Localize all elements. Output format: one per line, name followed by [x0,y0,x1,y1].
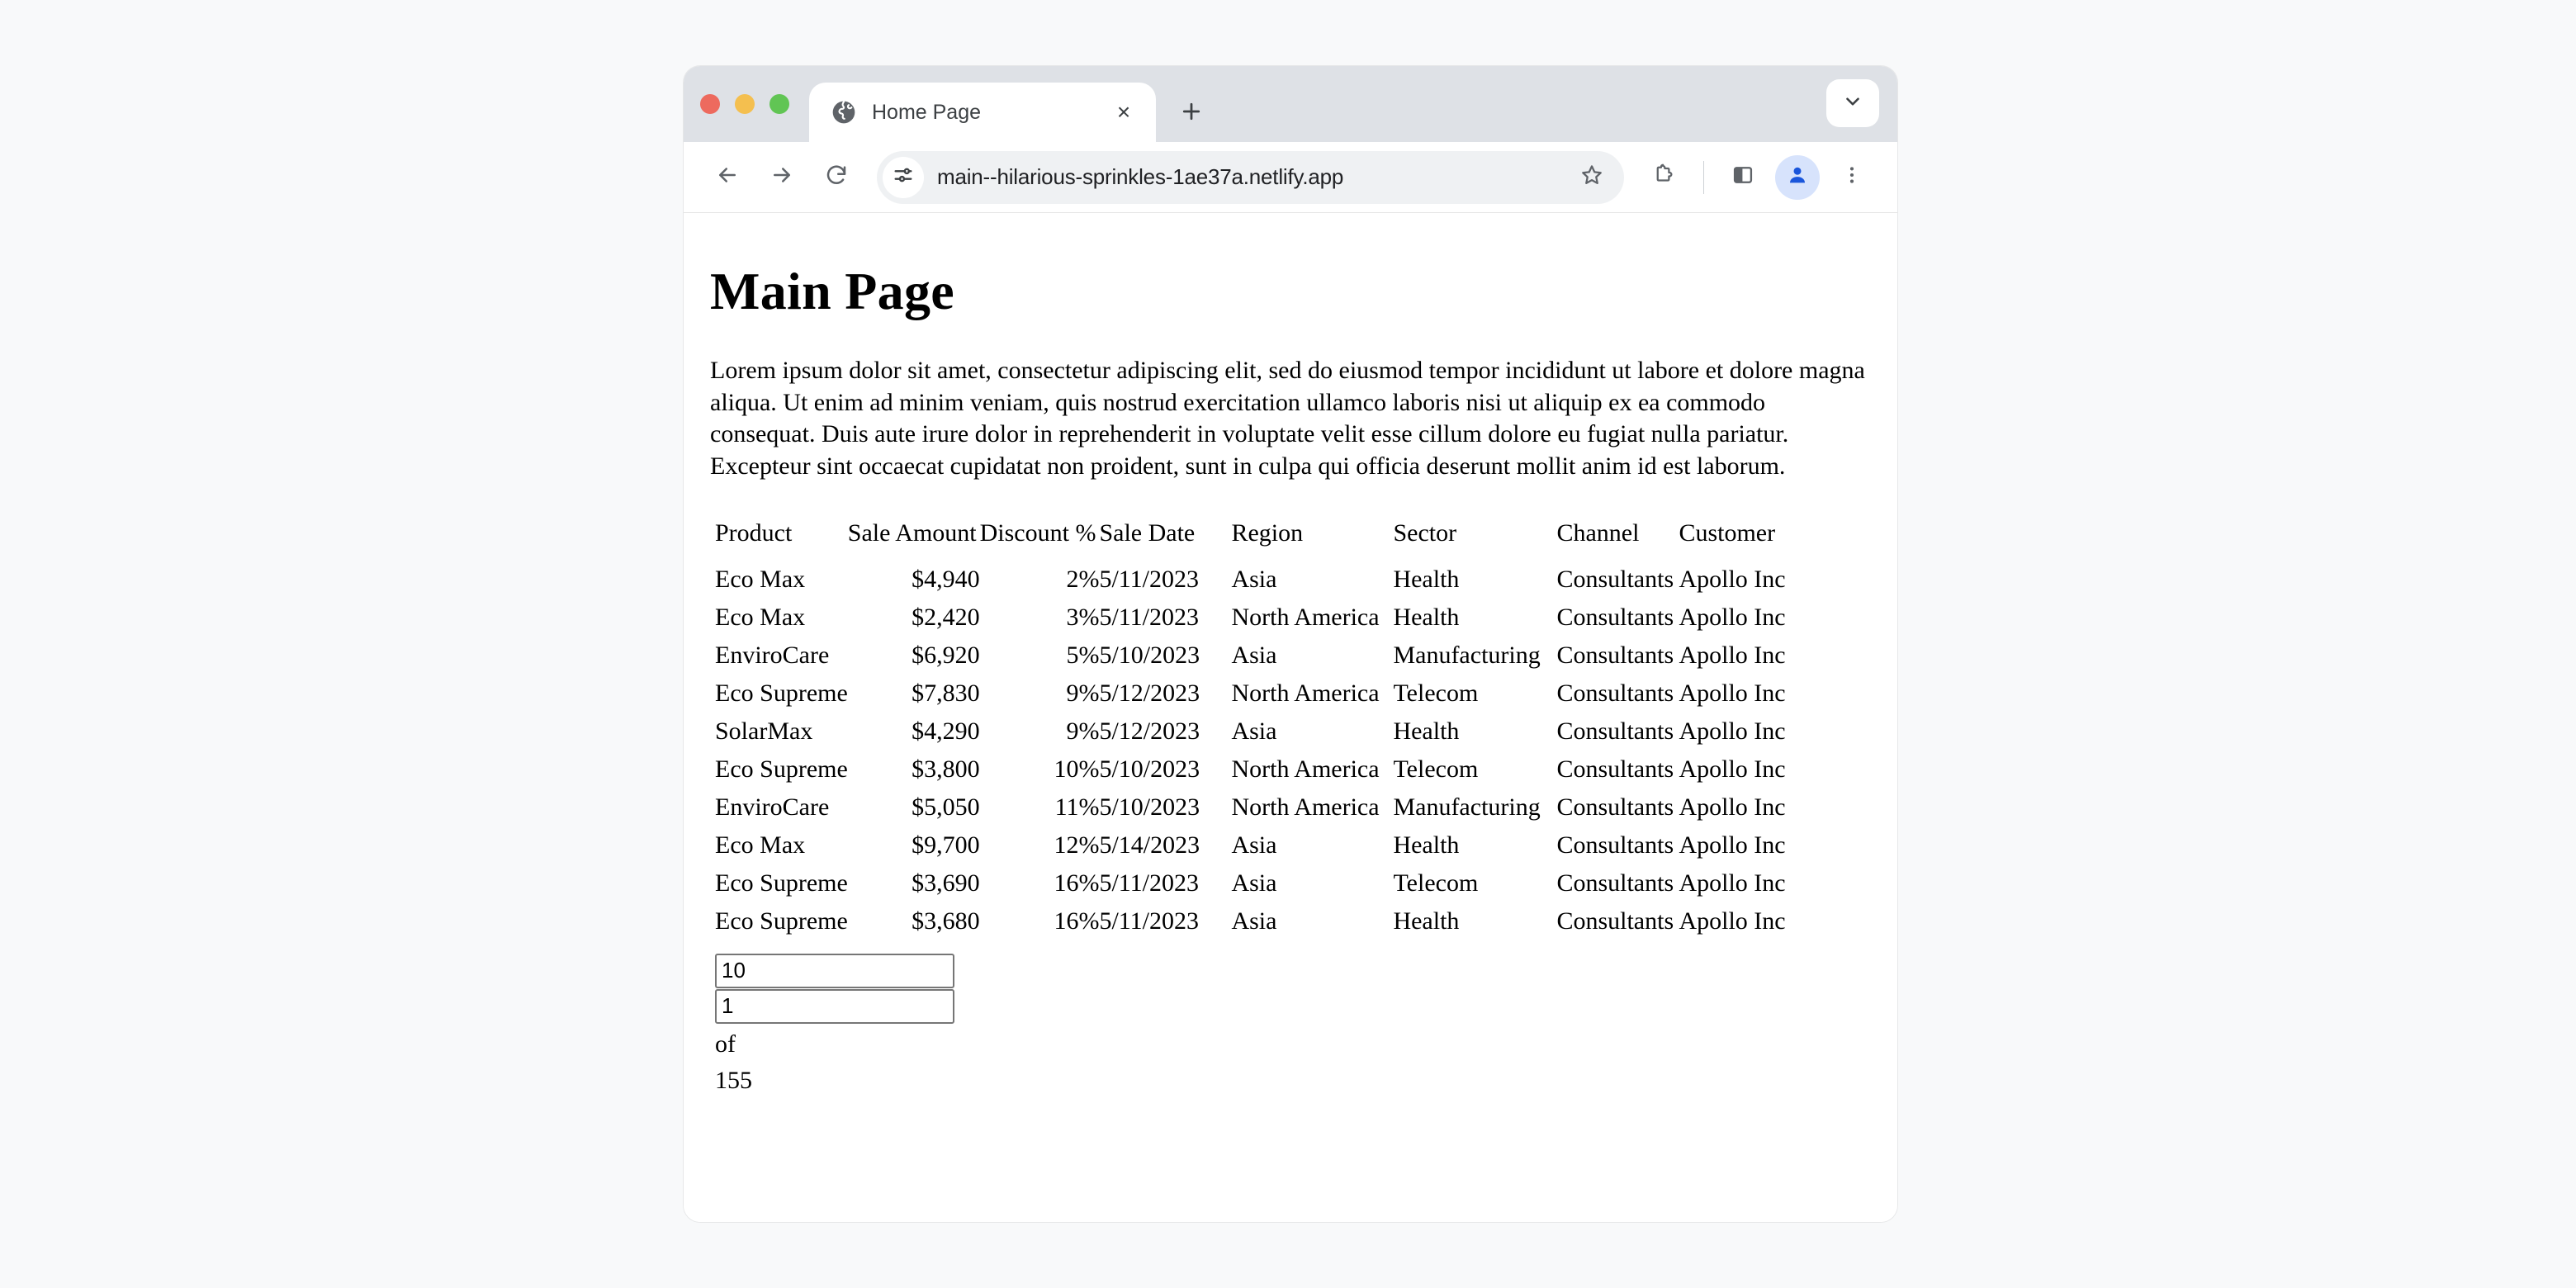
cell-sale-amount: $3,690 [912,869,980,897]
globe-icon [831,99,857,125]
cell-sector: Manufacturing [1393,641,1541,669]
cell-sale-date: 5/11/2023 [1099,907,1200,935]
page-size-input[interactable] [715,954,954,988]
extensions-button[interactable] [1641,154,1688,201]
cell-sector: Telecom [1393,679,1479,707]
cell-product: EnviroCare [715,793,830,821]
cell-customer: Apollo Inc [1679,755,1786,783]
cell-customer: Apollo Inc [1679,793,1786,821]
column-header-customer[interactable]: Customer [1679,519,1776,547]
page-viewport [684,213,1897,1222]
cell-sale-date: 5/14/2023 [1099,831,1200,859]
cell-sector: Health [1393,717,1460,745]
cell-region: Asia [1231,831,1277,859]
cell-region: North America [1231,603,1380,631]
cell-product: EnviroCare [715,641,830,669]
window-controls [700,66,809,142]
cell-channel: Consultants [1556,603,1674,631]
cell-sale-date: 5/11/2023 [1099,565,1200,593]
cell-channel: Consultants [1556,793,1674,821]
cell-customer: Apollo Inc [1679,831,1786,859]
maximize-window-button[interactable] [769,94,789,114]
column-header-discount[interactable]: Discount % [979,519,1096,547]
side-panel-button[interactable] [1719,154,1767,201]
table-row [715,788,1802,826]
cell-discount: 10% [1054,755,1100,783]
site-settings-button[interactable] [883,157,924,198]
cell-sale-date: 5/11/2023 [1099,603,1200,631]
cell-customer: Apollo Inc [1679,907,1786,935]
table-row [715,751,1802,788]
cell-product: Eco Max [715,603,806,631]
table-header-row [715,519,1802,561]
cell-product: Eco Max [715,565,806,593]
column-header-sector[interactable]: Sector [1393,519,1457,547]
cell-sale-date: 5/12/2023 [1099,717,1200,745]
cell-sale-date: 5/10/2023 [1099,755,1200,783]
cell-customer: Apollo Inc [1679,869,1786,897]
cell-sector: Health [1393,831,1460,859]
cell-sale-amount: $2,420 [912,603,980,631]
cell-channel: Consultants [1556,679,1674,707]
cell-sale-amount: $9,700 [912,831,980,859]
pagination-controls [715,954,1871,1097]
column-header-sale-amount[interactable]: Sale Amount [847,519,977,547]
cell-sale-amount: $4,940 [912,565,980,593]
page-content [697,213,1884,1097]
cell-sale-date: 5/10/2023 [1099,641,1200,669]
cell-channel: Consultants [1556,831,1674,859]
reload-button[interactable] [811,152,862,203]
cell-channel: Consultants [1556,565,1674,593]
cell-sale-amount: $3,800 [912,755,980,783]
forward-button[interactable] [756,152,807,203]
tab-search-button[interactable] [1826,79,1879,127]
cell-customer: Apollo Inc [1679,679,1786,707]
table-row [715,675,1802,713]
close-window-button[interactable] [700,94,720,114]
cell-channel: Consultants [1556,869,1674,897]
column-header-region[interactable]: Region [1231,519,1304,547]
table-row [715,637,1802,675]
cell-channel: Consultants [1556,717,1674,745]
cell-sale-date: 5/12/2023 [1099,679,1200,707]
cell-region: Asia [1231,717,1277,745]
cell-channel: Consultants [1556,641,1674,669]
cell-sale-amount: $7,830 [912,679,980,707]
column-header-channel[interactable]: Channel [1556,519,1640,547]
cell-region: Asia [1231,869,1277,897]
cell-sale-date: 5/11/2023 [1099,869,1200,897]
tab-title: Home Page [872,100,982,124]
table-row [715,713,1802,751]
cell-sector: Health [1393,603,1460,631]
browser-window [684,66,1897,1222]
table-row [715,599,1802,637]
cell-discount: 9% [1066,679,1100,707]
cell-discount: 5% [1066,641,1100,669]
tab-strip-right-controls [1826,79,1879,127]
cell-product: Eco Supreme [715,755,848,783]
tab-strip [684,66,1897,142]
minimize-window-button[interactable] [735,94,755,114]
cell-region: Asia [1231,907,1277,935]
page-number-input[interactable] [715,989,954,1024]
cell-sector: Telecom [1393,869,1479,897]
address-bar[interactable] [877,151,1624,204]
back-button[interactable] [702,152,753,203]
cell-product: Eco Max [715,831,806,859]
cell-discount: 16% [1054,907,1100,935]
cell-sale-amount: $3,680 [912,907,980,935]
bookmark-button[interactable] [1568,154,1616,201]
table-row [715,902,1802,940]
column-header-sale-date[interactable]: Sale Date [1099,519,1196,547]
cell-discount: 12% [1054,831,1100,859]
profile-button[interactable] [1775,155,1820,200]
cell-customer: Apollo Inc [1679,717,1786,745]
cell-discount: 9% [1066,717,1100,745]
cell-sector: Telecom [1393,755,1479,783]
chevron-down-icon [1842,91,1863,116]
cell-channel: Consultants [1556,755,1674,783]
cell-sale-amount: $4,290 [912,717,980,745]
table-row [715,864,1802,902]
cell-region: North America [1231,793,1380,821]
cell-channel: Consultants [1556,907,1674,935]
cell-sale-amount: $6,920 [912,641,980,669]
sales-table [715,519,1802,940]
cell-sale-amount: $5,050 [912,793,980,821]
cell-customer: Apollo Inc [1679,641,1786,669]
cell-region: North America [1231,679,1380,707]
back-arrow-icon [715,163,740,192]
table-row [715,561,1802,599]
browser-tab[interactable] [809,83,1156,142]
cell-product: Eco Supreme [715,869,848,897]
toolbar-divider [1703,161,1704,194]
cell-discount: 3% [1066,603,1100,631]
cell-product: Eco Supreme [715,679,848,707]
browser-menu-button[interactable] [1828,154,1876,201]
browser-toolbar [684,142,1897,213]
intro-paragraph: Lorem ipsum dolor sit amet, consectetur adipiscing elit, sed do eiusmod tempor incididunt ut labore et dolore magna aliqua. Ut enim ad minim veniam, quis nostrud exercitation ullamco laboris nisi ut aliquip ex ea commodo consequat. Duis aute irure dolor in reprehenderit in voluptate velit esse cillum dolore eu fugiat nulla pariatur. Excepteur sint occaecat cupidatat non proident, sunt in culpa qui officia deserunt mollit anim id est laborum. [710,357,1865,481]
cell-region: Asia [1231,565,1277,593]
column-header-product[interactable]: Product [715,519,793,547]
new-tab-button[interactable] [1166,86,1217,137]
puzzle-piece-icon [1652,163,1677,192]
tune-sliders-icon [892,163,915,191]
side-panel-icon [1731,163,1754,191]
cell-product: Eco Supreme [715,907,848,935]
cell-product: SolarMax [715,717,813,745]
cell-discount: 16% [1054,869,1100,897]
forward-arrow-icon [769,163,794,192]
cell-sector: Health [1393,565,1460,593]
reload-icon [824,163,849,192]
url-text[interactable]: main--hilarious-sprinkles-1ae37a.netlify.app [937,164,1344,189]
table-body [715,561,1802,940]
cell-customer: Apollo Inc [1679,603,1786,631]
cell-discount: 2% [1066,565,1100,593]
cell-sector: Health [1393,907,1460,935]
cell-customer: Apollo Inc [1679,565,1786,593]
close-tab-button[interactable]: × [1116,99,1131,125]
cell-sale-date: 5/10/2023 [1099,793,1200,821]
cell-sector: Manufacturing [1393,793,1541,821]
cell-discount: 11% [1054,793,1100,821]
page-title: Main Page [710,262,954,320]
pagination-total-pages: 155 [715,1067,752,1095]
three-dot-menu-icon [1841,164,1863,190]
table-row [715,826,1802,864]
cell-region: North America [1231,755,1380,783]
star-icon [1579,163,1604,192]
cell-region: Asia [1231,641,1277,669]
person-avatar-icon [1785,163,1810,192]
pagination-of-label: of [715,1030,736,1058]
table-header [715,519,1802,561]
